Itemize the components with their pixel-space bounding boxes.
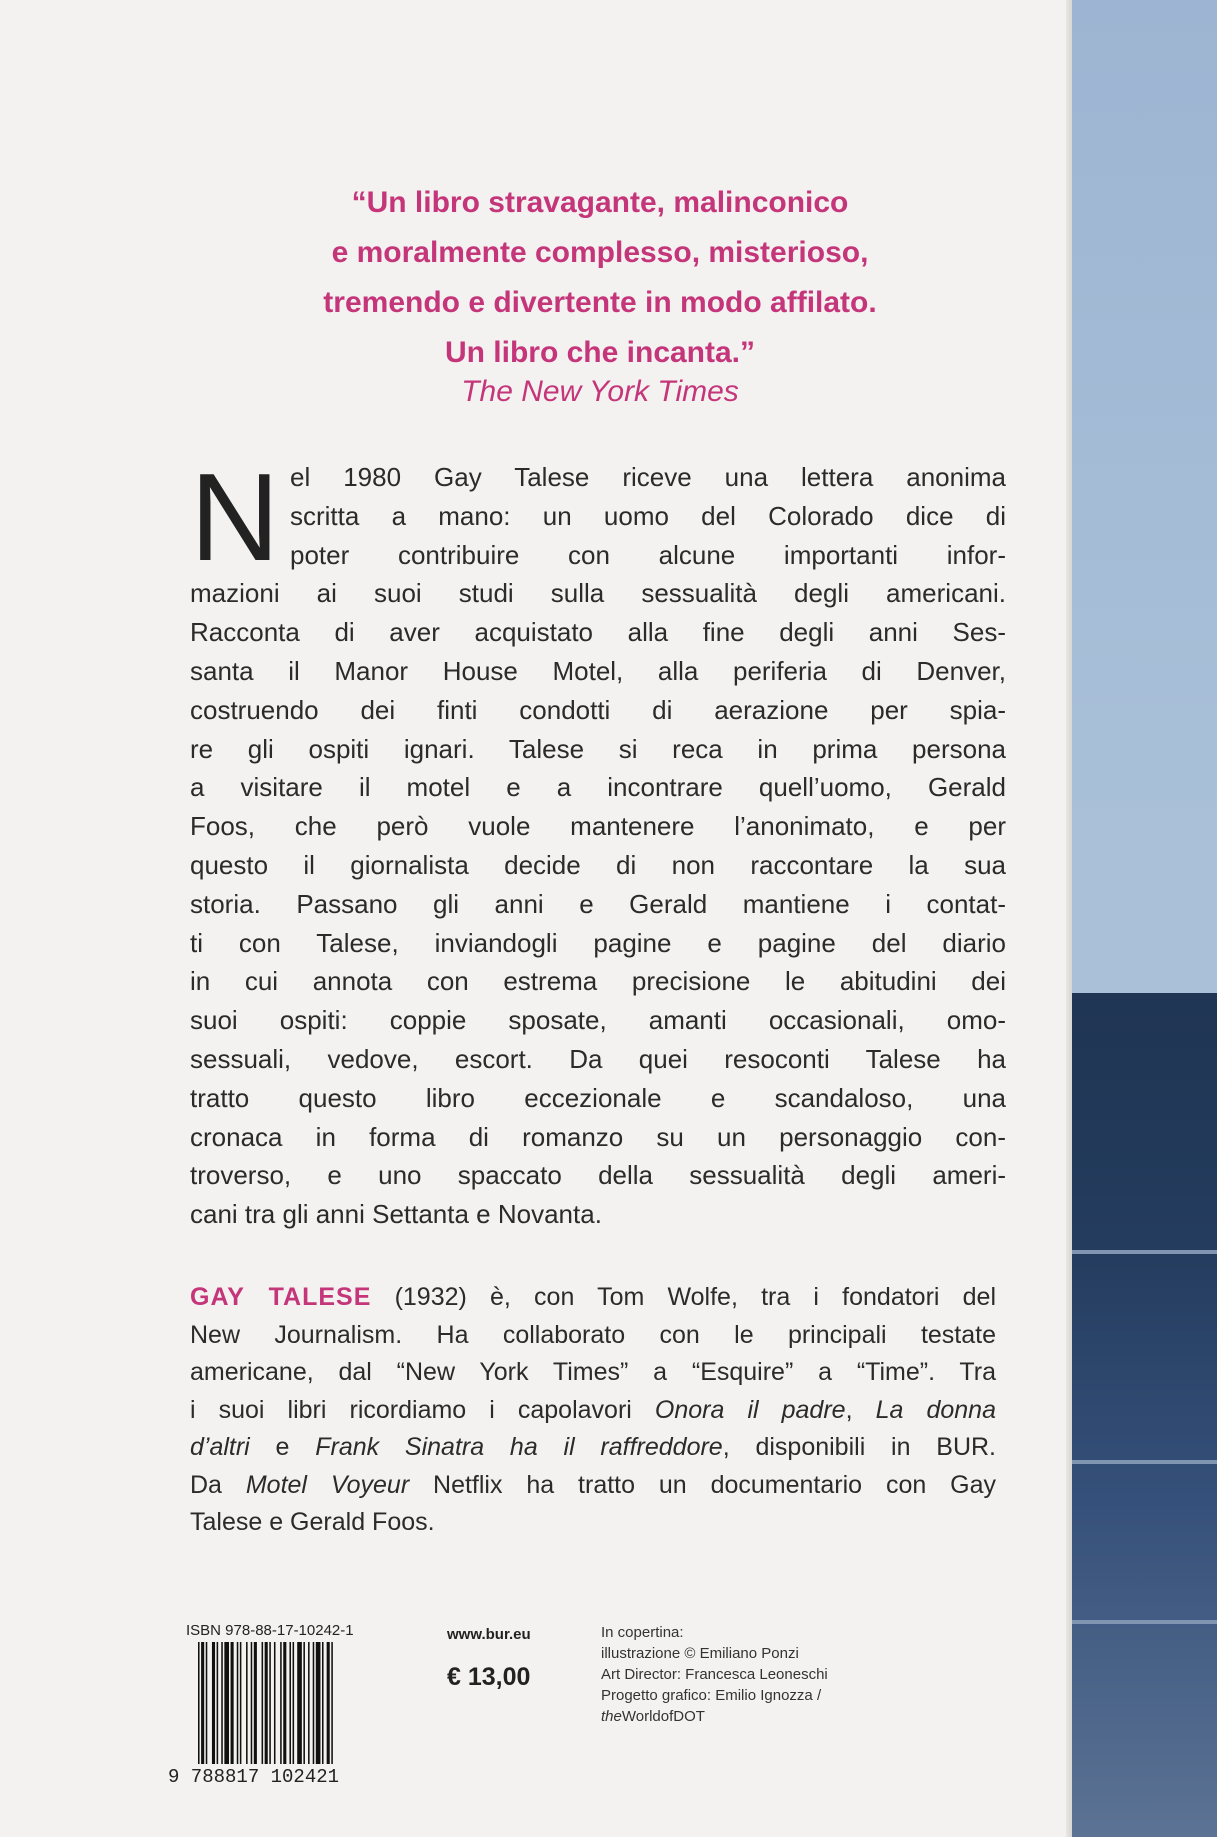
spine-stripe [1072, 1460, 1217, 1464]
credit-text: the [601, 1708, 622, 1725]
isbn-label: ISBN 978-88-17-10242-1 [186, 1622, 354, 1639]
book-title: Onora il padre [654, 1395, 846, 1424]
description-line: poter contribuire con alcune importanti infor- [290, 539, 1006, 570]
book-title: d’altri [190, 1433, 250, 1461]
description-line: suoi ospiti: coppie sposate, amanti occasionali, omo- [190, 1005, 1006, 1036]
credit-line: Progetto grafico: Emilio Ignozza / [601, 1687, 822, 1704]
bio-text: Da [190, 1470, 246, 1499]
description-line: Racconta di aver acquistato alla fine degli anni Ses- [190, 617, 1006, 648]
spine-stripe [1072, 1250, 1217, 1254]
book-description [190, 449, 1006, 1234]
quote-source: The New York Times [461, 375, 739, 408]
description-line: tratto questo libro eccezionale e scandaloso, una [190, 1082, 1006, 1113]
bio-line [190, 1392, 996, 1430]
author-name: GAY TALESE [190, 1283, 372, 1311]
blurb-quote [150, 178, 1050, 378]
description-line: Foos, che però vuole mantenere l’anonimato, e per [190, 811, 1006, 842]
description-line: el 1980 Gay Talese riceve una lettera anonima [290, 462, 1006, 492]
bio-text: i suoi libri ricordiamo i capolavori [190, 1395, 655, 1424]
quote-line: “Un libro stravagante, malinconico [351, 186, 849, 219]
credit-text: Worldof [621, 1708, 674, 1725]
book-title: La donna [875, 1395, 996, 1424]
description-line: cani tra gli anni Settanta e Novanta. [190, 1199, 602, 1230]
description-line: sessuali, vedove, escort. Da quei resoconti Talese ha [190, 1043, 1006, 1074]
description-line: costruendo dei finti condotti di aerazione per spia- [190, 694, 1006, 725]
drop-cap: N [190, 449, 280, 587]
credit-line: Art Director: Francesca Leoneschi [601, 1666, 828, 1683]
description-line: ti con Talese, inviandogli pagine e pagine del diario [190, 927, 1006, 958]
bio-text: e [249, 1433, 316, 1461]
description-line: troverso, e uno spaccato della sessualità degli ameri- [190, 1160, 1006, 1191]
description-line: santa il Manor House Motel, alla periferia di Denver, [190, 655, 1006, 686]
credit-text: DOT [673, 1708, 705, 1725]
bio-line [190, 1429, 996, 1467]
book-title: Frank Sinatra ha il raffreddore [315, 1433, 723, 1461]
price: € 13,00 [447, 1663, 531, 1691]
credit-line: illustrazione © Emiliano Ponzi [601, 1645, 799, 1662]
description-line: storia. Passano gli anni e Gerald mantiene i contat- [190, 888, 1006, 919]
bio-line: americane, dal “New York Times” a “Esquire” a “Time”. Tra [190, 1358, 996, 1386]
description-line: re gli ospiti ignari. Talese si reca in prima persona [190, 733, 1006, 764]
credit-line: In copertina: [601, 1624, 684, 1641]
description-line: in cui annota con estrema precisione le abitudini dei [190, 966, 1006, 997]
publisher-website: www.bur.eu [447, 1626, 531, 1643]
description-line: a visitare il motel e a incontrare quell’uomo, Gerald [190, 772, 1006, 803]
bio-line: Talese e Gerald Foos. [190, 1508, 435, 1536]
bio-text: , [845, 1395, 876, 1424]
description-line: cronaca in forma di romanzo su un personaggio con- [190, 1121, 1006, 1152]
book-title: Motel Voyeur [245, 1470, 410, 1499]
bio-text: , disponibili in BUR. [722, 1433, 997, 1461]
cover-edge-shadow [1066, 0, 1072, 1837]
quote-line: Un libro che incanta.” [444, 336, 756, 369]
bio-line [190, 1467, 996, 1505]
bio-text: (1932) è, con Tom Wolfe, tra i fondatori del [371, 1283, 997, 1311]
cover-credits [601, 1622, 828, 1727]
quote-line: tremendo e divertente in modo affilato. [323, 286, 877, 319]
spine-stripe [1072, 1620, 1217, 1624]
description-line: mazioni ai suoi studi sulla sessualità degli americani. [190, 578, 1006, 609]
barcode-icon [198, 1642, 384, 1764]
description-line: scritta a mano: un uomo del Colorado dice di [290, 500, 1006, 531]
barcode-digits: 9 788817 102421 [168, 1766, 340, 1788]
bio-text: Netflix ha tratto un documentario con Gay [409, 1470, 996, 1499]
spine-illustration-dark [1072, 993, 1217, 1837]
description-line: questo il giornalista decide di non raccontare la sua [190, 849, 1006, 880]
bio-line: New Journalism. Ha collaborato con le principali testate [190, 1320, 996, 1349]
author-bio [190, 1279, 996, 1542]
credit-line [601, 1706, 828, 1727]
quote-line: e moralmente complesso, misterioso, [331, 236, 869, 269]
